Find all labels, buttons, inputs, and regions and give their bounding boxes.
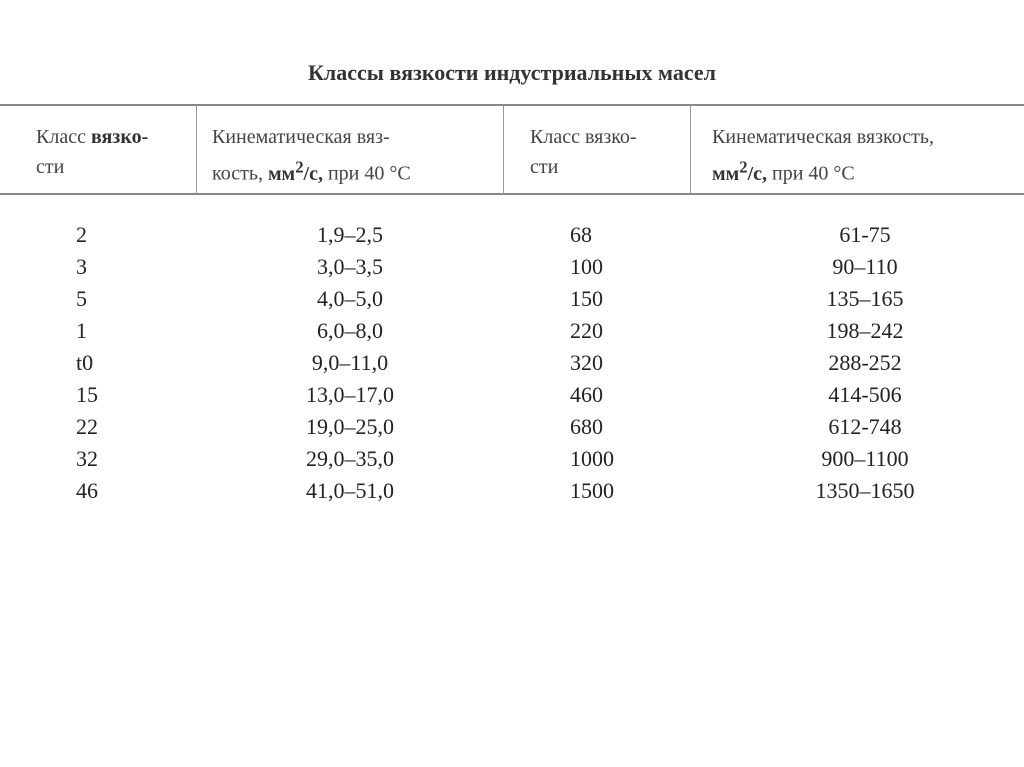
header-text: /с, (303, 162, 323, 185)
table-cell: t0 (76, 350, 94, 375)
column-divider (196, 106, 197, 194)
header-text: Кинематическая вяз- (212, 126, 390, 148)
table-cell: 150 (570, 286, 603, 311)
table-cell: 19,0–25,0 (306, 414, 394, 439)
table-cell: 680 (570, 414, 603, 439)
table-cell: 13,0–17,0 (306, 382, 394, 407)
table-cell: 15 (76, 382, 98, 407)
table-cell: 460 (570, 382, 603, 407)
table-cell: 1000 (570, 446, 614, 471)
table-cell: 6,0–8,0 (317, 318, 383, 343)
table-cell: 320 (570, 350, 603, 375)
header-text: сти (530, 156, 559, 178)
header-text: Кинематическая вязкость, (712, 126, 934, 148)
table-row (0, 222, 1024, 254)
table-row (0, 414, 1024, 446)
table-cell: 414-506 (828, 382, 902, 407)
table-cell: 1500 (570, 478, 614, 503)
table-cell: 3,0–3,5 (317, 254, 383, 279)
header-text: вязко- (90, 126, 149, 148)
table-row (0, 286, 1024, 318)
header-viscosity-class-2 (530, 122, 637, 182)
header-viscosity-class-1 (36, 122, 148, 182)
header-text: мм (712, 162, 740, 185)
table-cell: 3 (76, 254, 87, 279)
table-cell: 22 (76, 414, 98, 439)
table-row (0, 254, 1024, 286)
table-cell: 90–110 (832, 254, 898, 279)
header-text: Класс вязко- (530, 126, 637, 148)
table-cell: 1350–1650 (815, 478, 915, 503)
header-text: Класс (36, 126, 91, 148)
table-cell: 220 (570, 318, 603, 343)
table-cell: 46 (76, 478, 98, 503)
header-text: сти (36, 156, 65, 178)
table-cell: 198–242 (826, 318, 904, 343)
table-row (0, 446, 1024, 478)
table-cell: 288-252 (828, 350, 902, 375)
header-kinematic-viscosity-2 (712, 122, 934, 189)
table-cell: 9,0–11,0 (311, 350, 389, 375)
table-cell: 1,9–2,5 (317, 222, 383, 247)
header-text: при 40 °С (767, 162, 855, 185)
table-cell: 5 (76, 286, 87, 311)
column-divider (690, 106, 691, 194)
table-cell: 29,0–35,0 (306, 446, 394, 471)
header-text: /с, (747, 162, 768, 185)
table-row (0, 350, 1024, 382)
table-top-rule (0, 104, 1024, 106)
table-cell: 1 (76, 318, 87, 343)
table-cell: 612-748 (828, 414, 902, 439)
table-cell: 61-75 (839, 222, 891, 247)
table-cell: 135–165 (826, 286, 904, 311)
table-cell: 41,0–51,0 (306, 478, 394, 503)
table-cell: 900–1100 (821, 446, 909, 471)
header-text: мм (267, 162, 296, 185)
table-cell: 32 (76, 446, 98, 471)
table-cell: 100 (570, 254, 603, 279)
column-divider (503, 106, 504, 194)
table-cell: 68 (570, 222, 592, 247)
header-text: 2 (739, 157, 748, 176)
header-kinematic-viscosity-1 (212, 122, 411, 189)
table-row (0, 478, 1024, 510)
table-cell: 2 (76, 222, 87, 247)
table-cell: 4,0–5,0 (317, 286, 383, 311)
table-row (0, 382, 1024, 414)
table-title: Классы вязкости индустриальных масел (307, 60, 717, 85)
header-text: 2 (295, 157, 304, 176)
header-bottom-rule (0, 193, 1024, 195)
header-text: кость, (212, 162, 268, 185)
header-text: при 40 °С (322, 162, 411, 185)
table-row (0, 318, 1024, 350)
